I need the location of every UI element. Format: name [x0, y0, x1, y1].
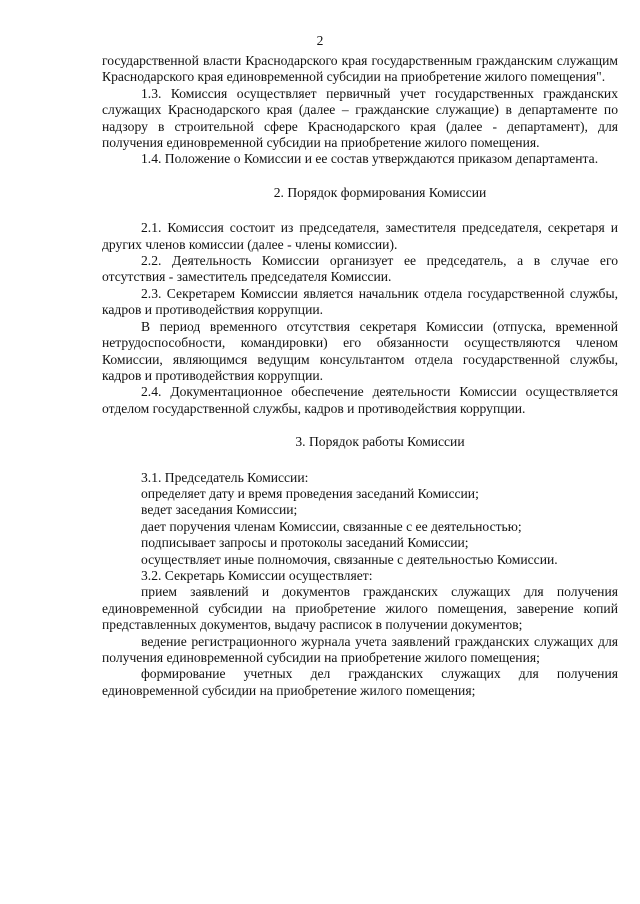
list-item: формирование учетных дел гражданских служащих для получения единовременной субсидии на приобретение жилого помещения; [102, 666, 618, 698]
section-2-heading: 2. Порядок формирования Комиссии [273, 184, 487, 200]
list-item: ведет заседания Комиссии; [141, 502, 298, 518]
paragraph-2-3: 2.3. Секретарем Комиссии является начальник отдела государственной службы, кадров и противодействия коррупции. [102, 285, 618, 318]
paragraph-continuation: государственной власти Краснодарского края государственным гражданским служащим Краснодарского края единовременной субсидии на приобретение жилого помещения". [102, 53, 618, 85]
paragraph-2-4: 2.4. Документационное обеспечение деятельности Комиссии осуществляется отделом государственной службы, кадров и противодействия коррупции. [102, 384, 618, 416]
page-number: 2 [316, 33, 324, 48]
list-item: прием заявлений и документов гражданских служащих для получения единовременной субсидии на приобретение жилого помещения, заверение копий представленных документов, выдачу расписок в получении документов; [102, 584, 618, 633]
paragraph-1-4: 1.4. Положение о Комиссии и ее состав утверждаются приказом департамента. [141, 151, 599, 167]
paragraph-3-1: 3.1. Председатель Комиссии: [141, 469, 309, 485]
list-item: ведение регистрационного журнала учета заявлений гражданских служащих для получения единовременной субсидии на приобретение жилого помещения; [102, 633, 618, 665]
paragraph-2-1: 2.1. Комиссия состоит из председателя, заместителя председателя, секретаря и других членов комиссии (далее - члены комиссии). [102, 220, 618, 252]
paragraph-2-3-substitute: В период временного отсутствия секретаря Комиссии (отпуска, временной нетрудоспособности, командировки) его обязанности осуществляются членом Комиссии, являющимся ведущим консультантом отдела государственной службы, кадров и противодействия коррупции. [102, 318, 618, 383]
list-item: определяет дату и время проведения заседаний Комиссии; [141, 485, 479, 501]
paragraph-3-2: 3.2. Секретарь Комиссии осуществляет: [141, 567, 373, 583]
list-item: подписывает запросы и протоколы заседаний Комиссии; [141, 535, 469, 551]
paragraph-2-2: 2.2. Деятельность Комиссии организует ее председатель, а в случае его отсутствия - заместитель председателя Комиссии. [102, 253, 618, 285]
section-3-heading: 3. Порядок работы Комиссии [295, 434, 465, 450]
list-item: дает поручения членам Комиссии, связанные с ее деятельностью; [141, 518, 522, 534]
paragraph-1-3: 1.3. Комиссия осуществляет первичный учет государственных гражданских служащих Краснодарского края (далее – гражданские служащие) в департаменте по надзору в строительной сфере Краснодарского края (далее - департамент), для получения единовременной субсидии на приобретение жилого помещения. [102, 85, 618, 151]
document-body [102, 53, 618, 699]
list-item: осуществляет иные полномочия, связанные с деятельностью Комиссии. [141, 551, 558, 567]
